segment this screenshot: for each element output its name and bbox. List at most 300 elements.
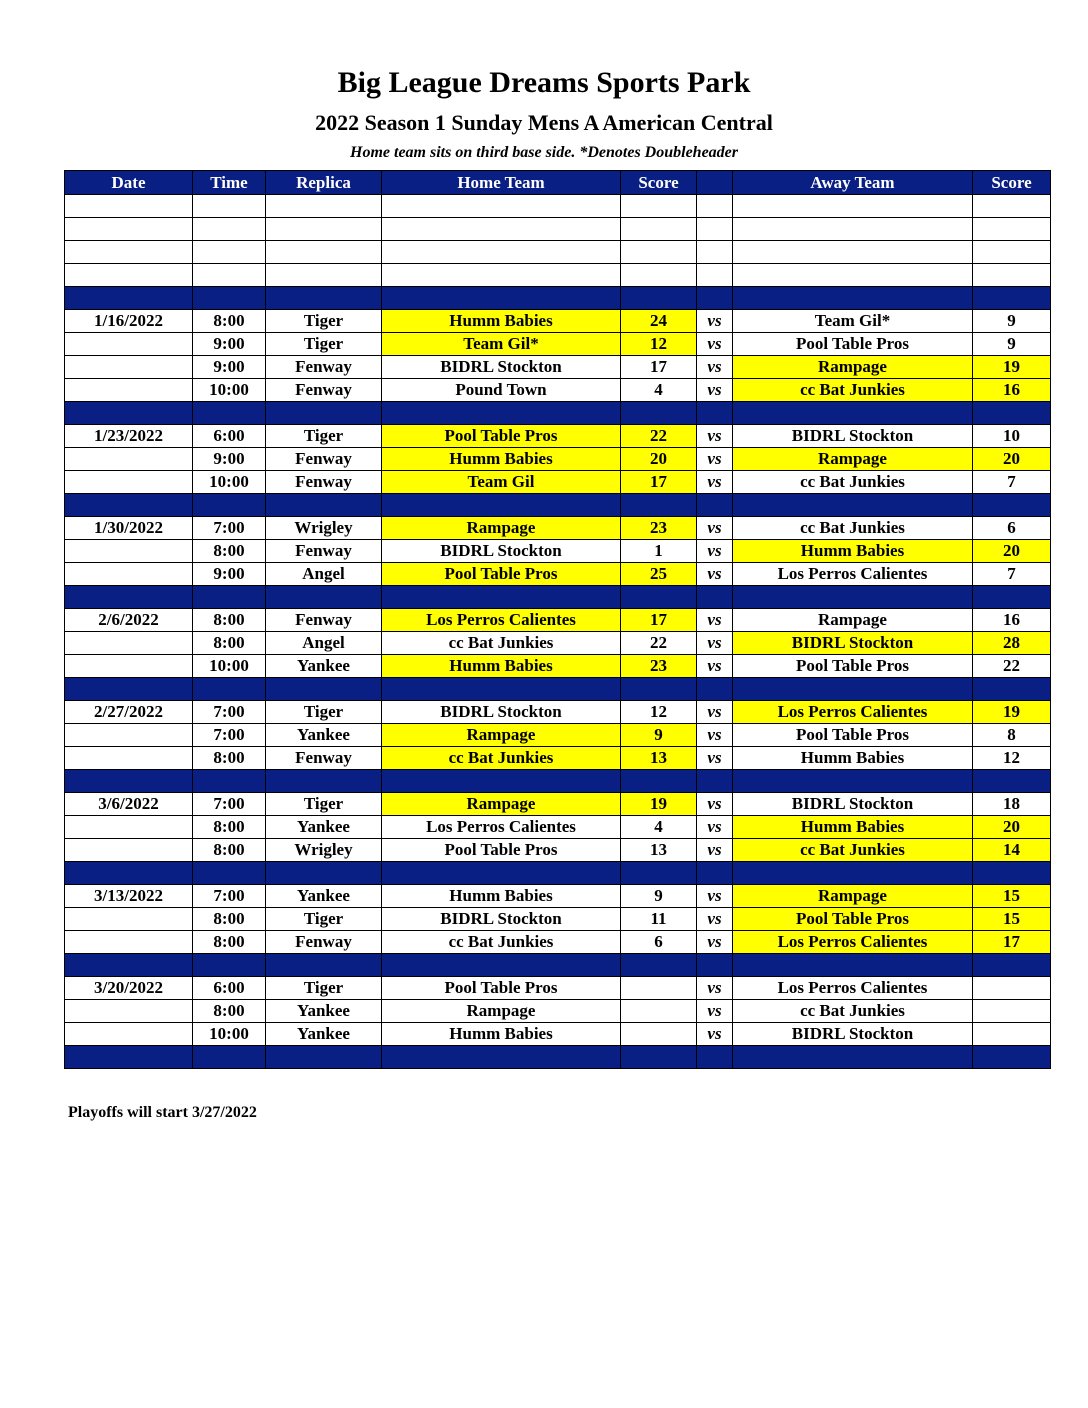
replica-field-cell: Tiger	[266, 310, 382, 333]
home-score-cell	[621, 977, 697, 1000]
date-cell	[65, 816, 193, 839]
date-cell: 1/23/2022	[65, 425, 193, 448]
time-cell: 8:00	[193, 1000, 266, 1023]
vs-cell: vs	[697, 425, 733, 448]
away-team-cell: Rampage	[733, 609, 973, 632]
vs-cell: vs	[697, 310, 733, 333]
separator-cell	[973, 402, 1051, 425]
away-score-cell: 6	[973, 517, 1051, 540]
blank-cell	[65, 195, 193, 218]
separator-cell	[733, 862, 973, 885]
away-score-cell: 12	[973, 747, 1051, 770]
separator-cell	[266, 402, 382, 425]
schedule-note: Home team sits on third base side. *Denotes Doubleheader	[350, 144, 738, 161]
home-score-cell: 22	[621, 425, 697, 448]
blank-cell	[733, 241, 973, 264]
blank-cell	[193, 264, 266, 287]
schedule-table	[64, 170, 1051, 1069]
home-score-cell: 17	[621, 471, 697, 494]
date-cell: 1/30/2022	[65, 517, 193, 540]
vs-cell: vs	[697, 931, 733, 954]
home-score-cell	[621, 1000, 697, 1023]
time-cell: 7:00	[193, 793, 266, 816]
vs-cell: vs	[697, 793, 733, 816]
separator-cell	[621, 494, 697, 517]
vs-cell: vs	[697, 885, 733, 908]
vs-cell: vs	[697, 908, 733, 931]
separator-cell	[193, 494, 266, 517]
separator-cell	[193, 1046, 266, 1069]
blank-cell	[973, 264, 1051, 287]
home-team-cell: Rampage	[382, 1000, 621, 1023]
blank-row	[65, 241, 1051, 264]
time-cell: 8:00	[193, 609, 266, 632]
vs-cell: vs	[697, 655, 733, 678]
home-team-cell: Humm Babies	[382, 885, 621, 908]
blank-cell	[193, 218, 266, 241]
table-row	[65, 471, 1051, 494]
blank-cell	[382, 195, 621, 218]
separator-cell	[382, 678, 621, 701]
away-score-cell: 18	[973, 793, 1051, 816]
vs-cell: vs	[697, 839, 733, 862]
week-separator-row	[65, 402, 1051, 425]
away-team-cell: cc Bat Junkies	[733, 517, 973, 540]
time-cell: 9:00	[193, 563, 266, 586]
blank-cell	[266, 241, 382, 264]
date-cell	[65, 448, 193, 471]
separator-cell	[65, 287, 193, 310]
time-cell: 7:00	[193, 517, 266, 540]
separator-cell	[266, 494, 382, 517]
week-separator-row	[65, 586, 1051, 609]
separator-cell	[65, 862, 193, 885]
home-score-cell: 9	[621, 724, 697, 747]
time-cell: 8:00	[193, 540, 266, 563]
separator-cell	[266, 770, 382, 793]
date-cell: 3/13/2022	[65, 885, 193, 908]
separator-cell	[973, 1046, 1051, 1069]
separator-cell	[697, 954, 733, 977]
blank-row	[65, 195, 1051, 218]
away-score-cell: 17	[973, 931, 1051, 954]
separator-cell	[65, 954, 193, 977]
separator-cell	[697, 402, 733, 425]
replica-field-cell: Yankee	[266, 885, 382, 908]
replica-field-cell: Yankee	[266, 1023, 382, 1046]
separator-cell	[65, 402, 193, 425]
table-row	[65, 701, 1051, 724]
away-score-cell: 19	[973, 356, 1051, 379]
replica-field-cell: Fenway	[266, 379, 382, 402]
date-cell: 3/6/2022	[65, 793, 193, 816]
away-team-cell: Humm Babies	[733, 540, 973, 563]
blank-cell	[621, 264, 697, 287]
away-team-cell: BIDRL Stockton	[733, 793, 973, 816]
blank-cell	[733, 218, 973, 241]
away-team-cell: Rampage	[733, 448, 973, 471]
separator-cell	[697, 494, 733, 517]
replica-field-cell: Yankee	[266, 724, 382, 747]
week-separator-row	[65, 770, 1051, 793]
table-row	[65, 908, 1051, 931]
away-team-cell: cc Bat Junkies	[733, 839, 973, 862]
replica-field-cell: Wrigley	[266, 839, 382, 862]
home-team-cell: Humm Babies	[382, 448, 621, 471]
blank-cell	[697, 241, 733, 264]
time-cell: 10:00	[193, 379, 266, 402]
away-team-cell: Los Perros Calientes	[733, 563, 973, 586]
away-score-cell	[973, 1023, 1051, 1046]
separator-cell	[382, 862, 621, 885]
time-cell: 8:00	[193, 747, 266, 770]
home-score-cell: 20	[621, 448, 697, 471]
vs-cell: vs	[697, 356, 733, 379]
home-score-cell: 19	[621, 793, 697, 816]
table-header-row	[65, 171, 1051, 195]
replica-field-cell: Tiger	[266, 701, 382, 724]
blank-row	[65, 218, 1051, 241]
col-header-time: Time	[193, 171, 266, 195]
time-cell: 7:00	[193, 724, 266, 747]
home-team-cell: BIDRL Stockton	[382, 908, 621, 931]
separator-cell	[621, 1046, 697, 1069]
vs-cell: vs	[697, 471, 733, 494]
date-cell	[65, 471, 193, 494]
vs-cell: vs	[697, 333, 733, 356]
blank-cell	[266, 195, 382, 218]
home-score-cell: 25	[621, 563, 697, 586]
away-score-cell: 19	[973, 701, 1051, 724]
away-team-cell: Pool Table Pros	[733, 655, 973, 678]
home-team-cell: cc Bat Junkies	[382, 747, 621, 770]
blank-cell	[621, 195, 697, 218]
time-cell: 8:00	[193, 310, 266, 333]
away-team-cell: cc Bat Junkies	[733, 379, 973, 402]
separator-cell	[973, 678, 1051, 701]
time-cell: 9:00	[193, 448, 266, 471]
away-team-cell: Rampage	[733, 885, 973, 908]
home-team-cell: Los Perros Calientes	[382, 816, 621, 839]
playoffs-note: Playoffs will start 3/27/2022	[68, 1104, 257, 1121]
separator-cell	[697, 678, 733, 701]
away-score-cell: 20	[973, 540, 1051, 563]
separator-cell	[697, 287, 733, 310]
replica-field-cell: Yankee	[266, 655, 382, 678]
home-team-cell: Pound Town	[382, 379, 621, 402]
separator-cell	[382, 586, 621, 609]
week-separator-row	[65, 954, 1051, 977]
separator-cell	[697, 586, 733, 609]
home-score-cell	[621, 1023, 697, 1046]
blank-cell	[697, 218, 733, 241]
time-cell: 8:00	[193, 908, 266, 931]
away-team-cell: Rampage	[733, 356, 973, 379]
separator-cell	[621, 287, 697, 310]
date-cell	[65, 356, 193, 379]
col-header-date: Date	[65, 171, 193, 195]
time-cell: 9:00	[193, 333, 266, 356]
separator-cell	[266, 954, 382, 977]
replica-field-cell: Tiger	[266, 793, 382, 816]
home-score-cell: 12	[621, 333, 697, 356]
away-score-cell: 20	[973, 448, 1051, 471]
away-team-cell: cc Bat Junkies	[733, 1000, 973, 1023]
replica-field-cell: Fenway	[266, 609, 382, 632]
table-row	[65, 816, 1051, 839]
col-header-away-score: Score	[973, 171, 1051, 195]
time-cell: 9:00	[193, 356, 266, 379]
vs-cell: vs	[697, 1000, 733, 1023]
replica-field-cell: Yankee	[266, 816, 382, 839]
replica-field-cell: Angel	[266, 632, 382, 655]
table-row	[65, 931, 1051, 954]
vs-cell: vs	[697, 632, 733, 655]
home-score-cell: 4	[621, 816, 697, 839]
away-team-cell: BIDRL Stockton	[733, 425, 973, 448]
table-row	[65, 655, 1051, 678]
away-score-cell: 15	[973, 885, 1051, 908]
replica-field-cell: Fenway	[266, 747, 382, 770]
away-team-cell: Humm Babies	[733, 747, 973, 770]
date-cell	[65, 655, 193, 678]
table-row	[65, 517, 1051, 540]
table-row	[65, 839, 1051, 862]
table-row	[65, 632, 1051, 655]
home-score-cell: 23	[621, 655, 697, 678]
home-score-cell: 13	[621, 747, 697, 770]
home-team-cell: Humm Babies	[382, 310, 621, 333]
vs-cell: vs	[697, 977, 733, 1000]
away-team-cell: BIDRL Stockton	[733, 632, 973, 655]
away-score-cell: 16	[973, 609, 1051, 632]
home-score-cell: 9	[621, 885, 697, 908]
separator-cell	[733, 678, 973, 701]
separator-cell	[382, 1046, 621, 1069]
vs-cell: vs	[697, 747, 733, 770]
date-cell	[65, 839, 193, 862]
date-cell	[65, 724, 193, 747]
blank-cell	[266, 264, 382, 287]
separator-cell	[266, 1046, 382, 1069]
vs-cell: vs	[697, 448, 733, 471]
away-score-cell: 16	[973, 379, 1051, 402]
separator-cell	[65, 494, 193, 517]
date-cell	[65, 931, 193, 954]
separator-cell	[193, 586, 266, 609]
col-header-away-team: Away Team	[733, 171, 973, 195]
replica-field-cell: Tiger	[266, 977, 382, 1000]
table-row	[65, 724, 1051, 747]
away-team-cell: BIDRL Stockton	[733, 1023, 973, 1046]
separator-cell	[621, 678, 697, 701]
separator-cell	[973, 586, 1051, 609]
table-row	[65, 310, 1051, 333]
away-score-cell: 8	[973, 724, 1051, 747]
table-row	[65, 609, 1051, 632]
blank-cell	[193, 241, 266, 264]
separator-cell	[266, 678, 382, 701]
separator-cell	[193, 770, 266, 793]
home-score-cell: 12	[621, 701, 697, 724]
separator-cell	[382, 954, 621, 977]
home-score-cell: 22	[621, 632, 697, 655]
home-score-cell: 4	[621, 379, 697, 402]
home-team-cell: Team Gil*	[382, 333, 621, 356]
date-cell: 2/27/2022	[65, 701, 193, 724]
time-cell: 8:00	[193, 816, 266, 839]
away-team-cell: Pool Table Pros	[733, 724, 973, 747]
separator-cell	[382, 770, 621, 793]
date-cell	[65, 563, 193, 586]
table-row	[65, 885, 1051, 908]
home-score-cell: 1	[621, 540, 697, 563]
vs-cell: vs	[697, 816, 733, 839]
separator-cell	[621, 586, 697, 609]
home-score-cell: 24	[621, 310, 697, 333]
date-cell	[65, 540, 193, 563]
away-score-cell: 7	[973, 471, 1051, 494]
final-separator-row	[65, 1046, 1051, 1069]
blank-cell	[382, 241, 621, 264]
time-cell: 8:00	[193, 632, 266, 655]
vs-cell: vs	[697, 563, 733, 586]
date-cell	[65, 333, 193, 356]
blank-cell	[266, 218, 382, 241]
separator-cell	[621, 770, 697, 793]
blank-cell	[697, 195, 733, 218]
home-team-cell: Pool Table Pros	[382, 425, 621, 448]
replica-field-cell: Fenway	[266, 931, 382, 954]
away-score-cell	[973, 1000, 1051, 1023]
separator-cell	[973, 287, 1051, 310]
away-team-cell: Los Perros Calientes	[733, 931, 973, 954]
vs-cell: vs	[697, 1023, 733, 1046]
separator-cell	[733, 494, 973, 517]
separator-cell	[266, 862, 382, 885]
page-subtitle: 2022 Season 1 Sunday Mens A American Central	[315, 110, 773, 135]
separator-cell	[733, 402, 973, 425]
separator-cell	[973, 862, 1051, 885]
table-row	[65, 977, 1051, 1000]
separator-cell	[193, 287, 266, 310]
time-cell: 8:00	[193, 931, 266, 954]
col-header-replica: Replica	[266, 171, 382, 195]
table-row	[65, 379, 1051, 402]
date-cell	[65, 632, 193, 655]
time-cell: 10:00	[193, 471, 266, 494]
home-team-cell: Humm Babies	[382, 1023, 621, 1046]
separator-cell	[193, 402, 266, 425]
table-row	[65, 425, 1051, 448]
date-cell: 1/16/2022	[65, 310, 193, 333]
blank-row	[65, 264, 1051, 287]
away-team-cell: Los Perros Calientes	[733, 701, 973, 724]
blank-cell	[973, 218, 1051, 241]
separator-cell	[65, 1046, 193, 1069]
date-cell	[65, 747, 193, 770]
blank-cell	[733, 195, 973, 218]
separator-cell	[973, 494, 1051, 517]
date-cell: 2/6/2022	[65, 609, 193, 632]
week-separator-row	[65, 678, 1051, 701]
home-score-cell: 11	[621, 908, 697, 931]
time-cell: 6:00	[193, 977, 266, 1000]
blank-cell	[193, 195, 266, 218]
week-separator-row	[65, 862, 1051, 885]
time-cell: 7:00	[193, 701, 266, 724]
home-team-cell: BIDRL Stockton	[382, 356, 621, 379]
time-cell: 7:00	[193, 885, 266, 908]
week-separator-row	[65, 494, 1051, 517]
home-team-cell: Team Gil	[382, 471, 621, 494]
blank-cell	[621, 218, 697, 241]
replica-field-cell: Yankee	[266, 1000, 382, 1023]
separator-cell	[973, 770, 1051, 793]
blank-cell	[697, 264, 733, 287]
home-score-cell: 6	[621, 931, 697, 954]
week-separator-row	[65, 287, 1051, 310]
table-row	[65, 1023, 1051, 1046]
away-score-cell	[973, 977, 1051, 1000]
time-cell: 8:00	[193, 839, 266, 862]
separator-cell	[973, 954, 1051, 977]
home-team-cell: Humm Babies	[382, 655, 621, 678]
home-score-cell: 23	[621, 517, 697, 540]
separator-cell	[621, 862, 697, 885]
page-title: Big League Dreams Sports Park	[337, 66, 751, 99]
separator-cell	[65, 586, 193, 609]
home-score-cell: 17	[621, 609, 697, 632]
away-team-cell: Team Gil*	[733, 310, 973, 333]
separator-cell	[733, 1046, 973, 1069]
separator-cell	[65, 678, 193, 701]
separator-cell	[266, 586, 382, 609]
table-row	[65, 540, 1051, 563]
replica-field-cell: Angel	[266, 563, 382, 586]
replica-field-cell: Wrigley	[266, 517, 382, 540]
separator-cell	[697, 862, 733, 885]
replica-field-cell: Fenway	[266, 356, 382, 379]
date-cell	[65, 1000, 193, 1023]
away-score-cell: 7	[973, 563, 1051, 586]
separator-cell	[697, 1046, 733, 1069]
away-score-cell: 14	[973, 839, 1051, 862]
replica-field-cell: Fenway	[266, 540, 382, 563]
col-header-home-score: Score	[621, 171, 697, 195]
away-team-cell: cc Bat Junkies	[733, 471, 973, 494]
separator-cell	[733, 586, 973, 609]
away-score-cell: 22	[973, 655, 1051, 678]
away-score-cell: 28	[973, 632, 1051, 655]
home-team-cell: cc Bat Junkies	[382, 931, 621, 954]
date-cell	[65, 379, 193, 402]
away-score-cell: 9	[973, 310, 1051, 333]
separator-cell	[733, 954, 973, 977]
blank-cell	[973, 241, 1051, 264]
time-cell: 10:00	[193, 655, 266, 678]
separator-cell	[621, 954, 697, 977]
table-row	[65, 448, 1051, 471]
blank-cell	[65, 218, 193, 241]
date-cell	[65, 1023, 193, 1046]
separator-cell	[266, 287, 382, 310]
replica-field-cell: Fenway	[266, 471, 382, 494]
vs-cell: vs	[697, 609, 733, 632]
col-header-home-team: Home Team	[382, 171, 621, 195]
separator-cell	[733, 770, 973, 793]
vs-cell: vs	[697, 724, 733, 747]
